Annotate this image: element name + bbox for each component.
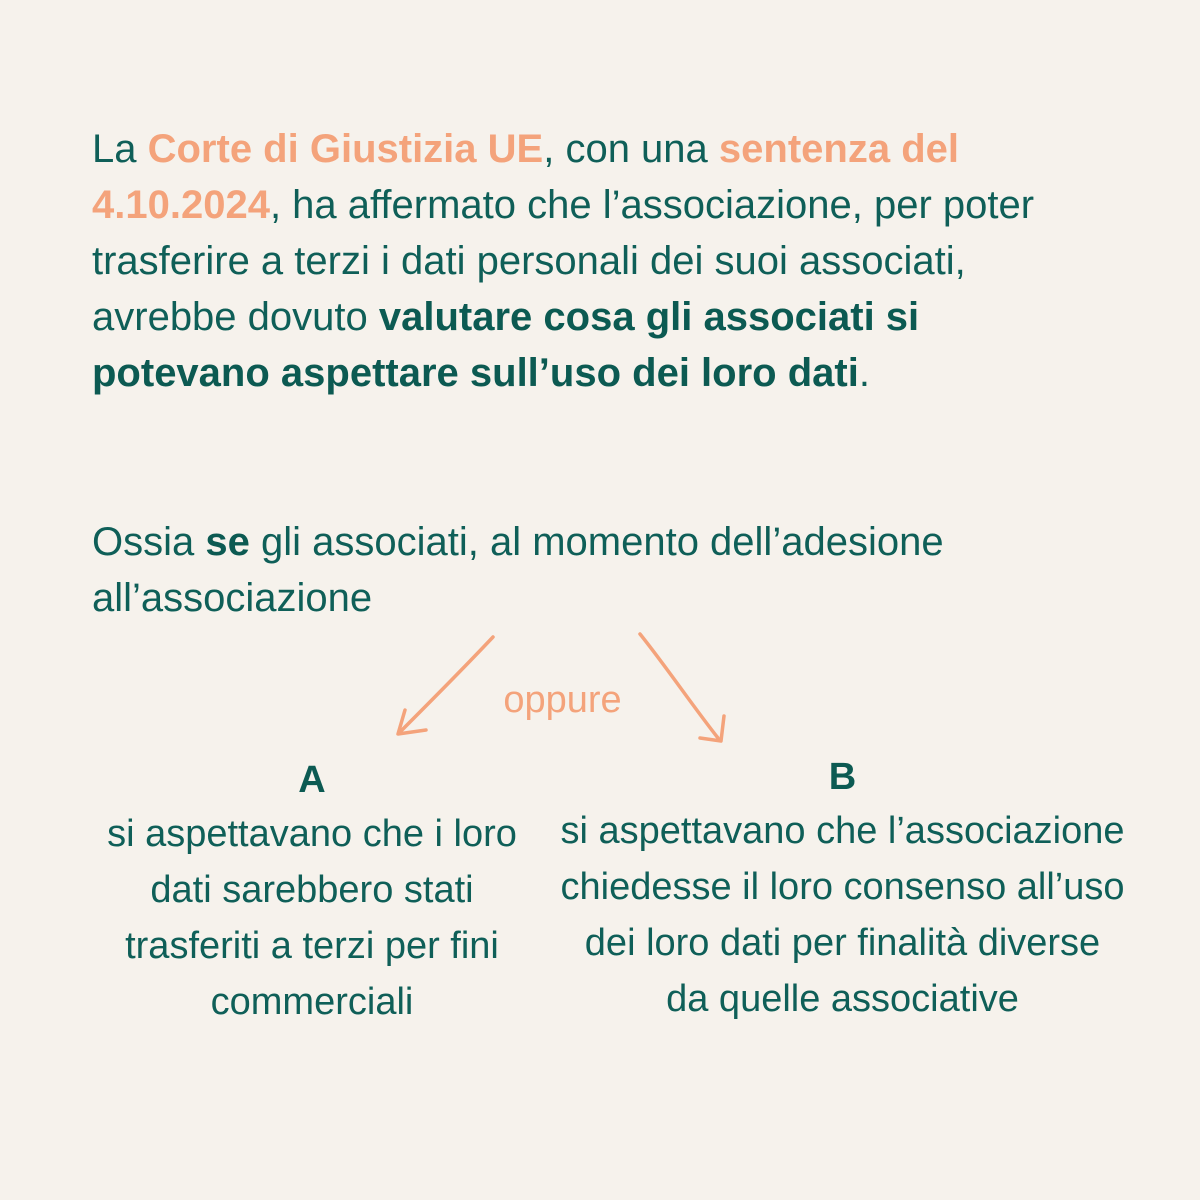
ruling-date: sentenza del 4.10.2024	[92, 127, 959, 227]
option-b-text: si aspettavano che l’associazione chiedesse il loro consenso all’uso dei loro dati per finalità diverse da quelle associative	[560, 810, 1125, 1020]
question-text-1: Ossia	[92, 520, 206, 564]
connector-label: oppure	[503, 679, 622, 721]
intro-text-4: .	[858, 351, 870, 395]
question-text-2: gli associati, al momento dell’adesione all’associazione	[92, 520, 944, 620]
question-paragraph	[92, 514, 1102, 626]
option-a	[92, 754, 532, 1030]
court-name: Corte di Giustizia UE	[147, 127, 544, 171]
intro-paragraph	[92, 121, 1102, 401]
question-keyword: se	[205, 520, 250, 564]
option-b	[560, 751, 1125, 1027]
option-a-letter: A	[298, 759, 326, 801]
option-b-letter: B	[828, 756, 857, 798]
option-a-text: si aspettavano che i loro dati sarebbero stati trasferiti a terzi per fini commerciali	[107, 813, 517, 1023]
intro-text-2: , con una	[543, 127, 719, 171]
intro-text-1: La	[92, 127, 148, 171]
intro-emphasis: valutare cosa gli associati si potevano aspettare sull’uso dei loro dati	[92, 295, 920, 395]
intro-text-3: , ha affermato che l’associazione, per poter trasferire a terzi i dati personali dei suoi associati, avrebbe dovuto	[92, 183, 1035, 339]
